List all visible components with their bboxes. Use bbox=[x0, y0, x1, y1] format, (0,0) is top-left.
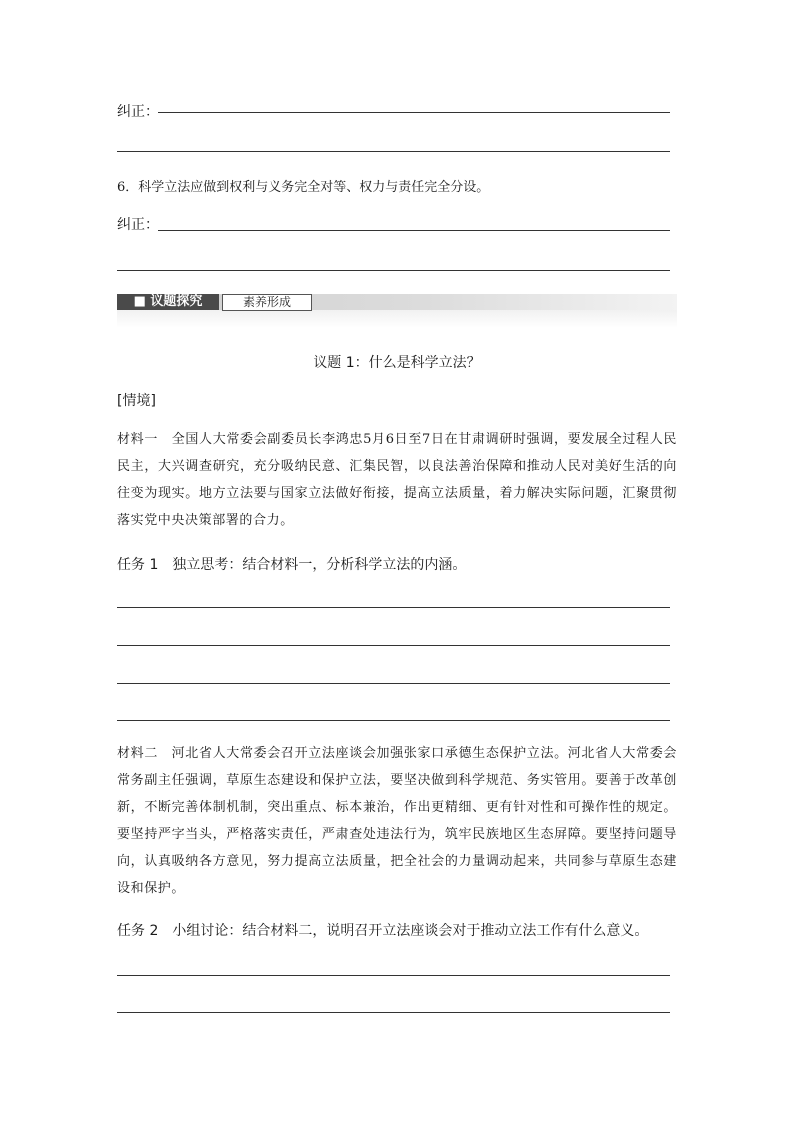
material-2: 材料二 河北省人大常委会召开立法座谈会加强张家口承德生态保护立法。河北省人大常委会常务副主任强调，草原生态建设和保护立法，要坚决做到科学规范、务实管用。要善于改革创新，不断完善体制机制，突出重点、标本兼治，作出更精细、更有针对性和可操作性的规定。要坚持严字当头，严格落实责任，严肃查处违法行为，筑牢民族地区生态屏障。要坚持问题导向，认真吸纳各方意见，努力提高立法质量，把全社会的力量调动起来，共同参与草原生态建设和保护。 bbox=[117, 746, 677, 896]
answer-line[interactable] bbox=[117, 151, 670, 152]
answer-line[interactable] bbox=[117, 645, 670, 646]
section-heading: ■ 议题探究 bbox=[117, 294, 219, 310]
question-6: 6．科学立法应做到权利与义务完全对等、权力与责任完全分设。 bbox=[117, 180, 490, 195]
task-1: 任务 1 独立思考：结合材料一，分析科学立法的内涵。 bbox=[117, 557, 467, 573]
answer-line[interactable] bbox=[117, 1012, 670, 1013]
material-1: 材料一 全国人大常委会副委员长李鸿忠5月6日至7日在甘肃调研时强调，要发展全过程人民民主，大兴调查研究，充分吸纳民意、汇集民智，以良法善治保障和推动人民对美好生活的向往变为现实。地方立法要与国家立法做好衔接，提高立法质量，着力解决实际问题，汇聚贯彻落实党中央决策部署的合力。 bbox=[117, 432, 677, 528]
task-2: 任务 2 小组讨论：结合材料二，说明召开立法座谈会对于推动立法工作有什么意义。 bbox=[117, 923, 649, 939]
answer-line[interactable] bbox=[117, 975, 670, 976]
subsection-heading: 素养形成 bbox=[222, 294, 312, 311]
answer-line[interactable] bbox=[158, 112, 670, 113]
correction-label: 纠正： bbox=[117, 217, 159, 233]
answer-line[interactable] bbox=[117, 607, 670, 608]
answer-line[interactable] bbox=[117, 270, 670, 271]
topic-title: 议题 1：什么是科学立法？ bbox=[313, 355, 481, 371]
answer-line[interactable] bbox=[117, 720, 670, 721]
answer-line[interactable] bbox=[158, 230, 670, 231]
section-banner bbox=[117, 294, 677, 328]
context-label: [情境] bbox=[117, 393, 156, 409]
answer-line[interactable] bbox=[117, 683, 670, 684]
correction-label: 纠正： bbox=[117, 104, 159, 120]
banner-fade bbox=[117, 310, 677, 328]
